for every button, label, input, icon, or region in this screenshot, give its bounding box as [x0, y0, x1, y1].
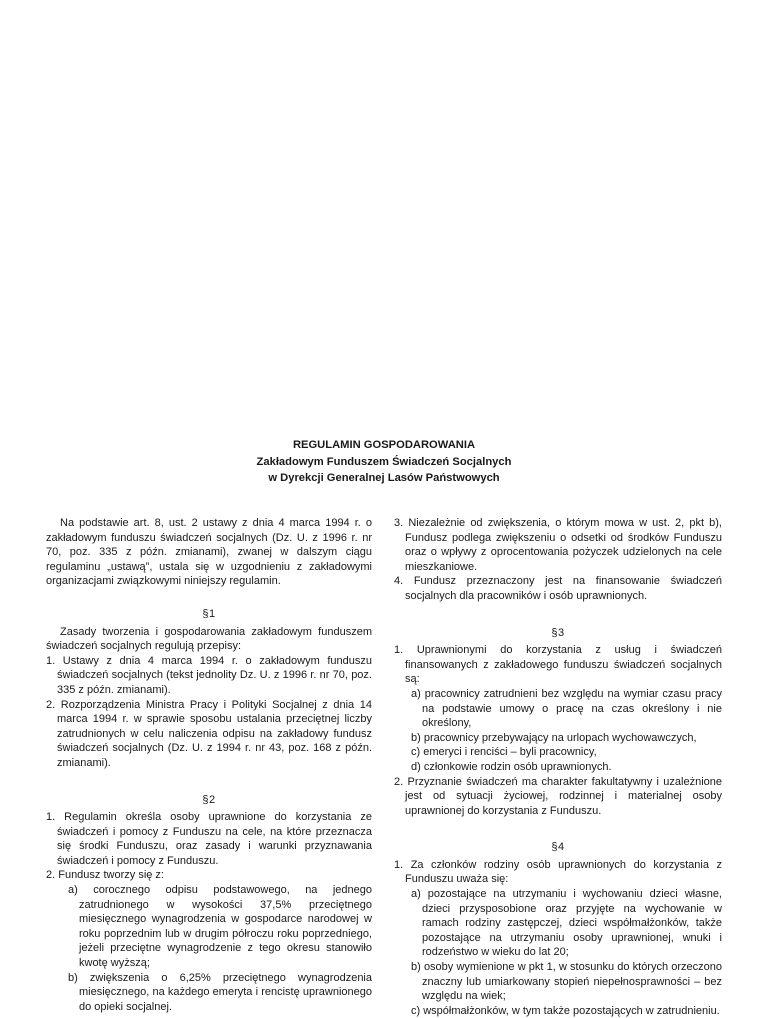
section-2-subitem: b) zwiększenia o 6,25% przeciętnego wynagrodzenia miesięcznego, na każdego emeryta i rencistę uprawnionego do opieki socjalnej. — [68, 971, 372, 1013]
section-3-subitem: c) emeryci i renciści – byli pracownicy, — [411, 746, 597, 759]
title-line-3: w Dyrekcji Generalnej Lasów Państwowych — [268, 472, 500, 484]
section-3-heading: §3 — [551, 626, 565, 639]
document-title — [0, 437, 768, 487]
section-2-item: 3. Niezależnie od zwiększenia, o którym mowa w ust. 2, pkt b), Fundusz podlega zwiększeniu o odsetki od środków Funduszu oraz o wpływy z oprocentowania pożyczek udzielonych na cele mieszkaniowe. — [394, 517, 722, 573]
right-column — [394, 516, 722, 1018]
section-1-lead: Zasady tworzenia i gospodarowania zakładowym funduszem świadczeń socjalnych regulują przepisy: — [46, 625, 372, 653]
title-line-1: REGULAMIN GOSPODAROWANIA — [292, 439, 476, 451]
section-2-heading: §2 — [202, 793, 216, 806]
section-2-item: 2. Fundusz tworzy się z: — [46, 869, 164, 882]
section-1-item: 2. Rozporządzenia Ministra Pracy i Polityki Socjalnej z dnia 14 marca 1994 r. w sprawie sposobu ustalania przeciętnej liczby zatrudnionych w celu naliczenia odpisu na zakładowy fundusz świadczeń socjalnych (Dz. U. z 1994 r. nr 43, poz. 168 z późn. zmianami). — [46, 698, 372, 769]
title-line-2: Zakładowym Funduszem Świadczeń Socjalnych — [256, 455, 512, 468]
section-2-item: 4. Fundusz przeznaczony jest na finansowanie świadczeń socjalnych dla pracowników i osób uprawnionych. — [394, 575, 722, 602]
section-1-item: 1. Ustawy z dnia 4 marca 1994 r. o zakładowym funduszu świadczeń socjalnych (tekst jednolity Dz. U. z 1996 r. nr 70, poz. 335 z późn. zmianami). — [46, 654, 372, 696]
section-4-subitem: c) współmałżonków, w tym także pozostających w zatrudnieniu. — [411, 1004, 720, 1017]
section-3-subitem: a) pracownicy zatrudnieni bez względu na wymiar czasu pracy na podstawie umowy o pracę na czas określony i nie określony, — [411, 687, 722, 730]
section-3-item: 2. Przyznanie świadczeń ma charakter fakultatywny i uzależnione jest od sytuacji życiowej, rodzinnej i materialnej osoby uprawnionej do korzystania z Funduszu. — [394, 775, 722, 817]
section-3-subitem: b) pracownicy przebywający na urlopach wychowawczych, — [411, 731, 697, 744]
left-column — [46, 516, 372, 1014]
section-4-heading: §4 — [551, 841, 565, 854]
section-4-item: 1. Za członków rodziny osób uprawnionych do korzystania z Funduszu uważa się: — [394, 858, 722, 886]
section-1-heading: §1 — [202, 607, 216, 620]
section-2-item: 1. Regulamin określa osoby uprawnione do korzystania ze świadczeń i pomocy z Funduszu na cele, na które przeznacza się środki Funduszu, oraz zasady i warunki przyznawania świadczeń i pomocy z Funduszu. — [46, 811, 372, 867]
section-4-subitem: b) osoby wymienione w pkt 1, w stosunku do których orzeczono znaczny lub umiarkowany stopień niepełnosprawności – bez względu na wiek; — [411, 961, 722, 1003]
section-3-subitem: d) członkowie rodzin osób uprawnionych. — [411, 760, 612, 773]
section-3-item: 1. Uprawnionymi do korzystania z usług i świadczeń finansowanych z zakładowego funduszu świadczeń socjalnych są: — [394, 644, 722, 686]
section-4-subitem: a) pozostające na utrzymaniu i wychowaniu dzieci własne, dzieci przysposobione oraz przyjęte na wychowanie w ramach rodziny zastępczej, dzieci współmałżonków, także pozostające na utrzymaniu osoby uprawnionej, wnuki i rodzeństwo w wieku do lat 20; — [411, 888, 722, 959]
intro-paragraph: Na podstawie art. 8, ust. 2 ustawy z dnia 4 marca 1994 r. o zakładowym funduszu świadczeń socjalnych (Dz. U. z 1996 r. nr 70, poz. 335 z późn. zmianami), zwanej w dalszym ciągu regulaminu „ustawą”, ustala się w uzgodnieniu z zakładowymi organizacjami związkowymi niniejszy regulamin. — [46, 517, 372, 588]
section-2-subitem: a) corocznego odpisu podstawowego, na jednego zatrudnionego w wysokości 37,5% przeciętnego miesięcznego wynagrodzenia w gospodarce narodowej w roku poprzednim lub w drugim półroczu roku poprzedniego, jeżeli przeciętne wynagrodzenie z tego okresu stanowiło kwotę wyższą; — [68, 884, 372, 970]
